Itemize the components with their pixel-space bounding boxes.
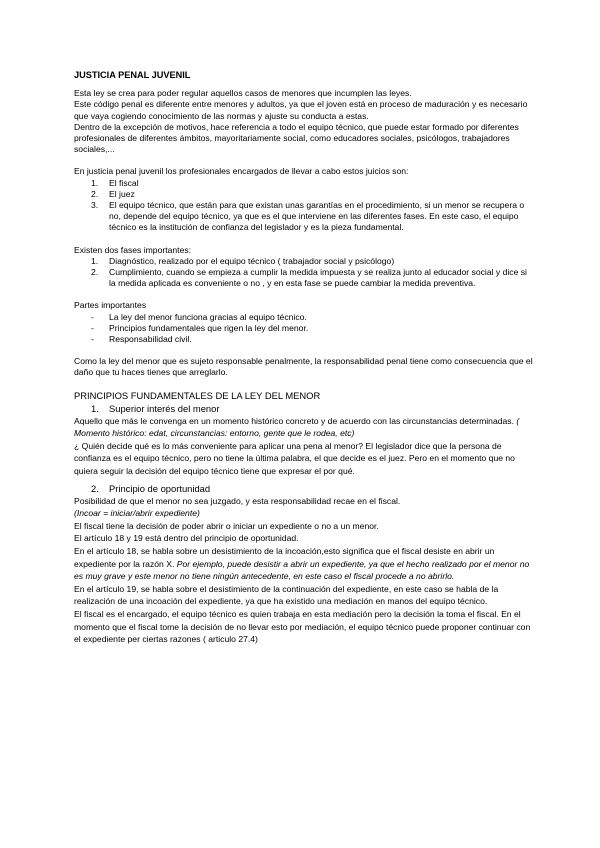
principle-2-paragraph-4: El artículo 18 y 19 está dentro del principio de oportunidad. (74, 533, 299, 544)
list-item-text: Responsabilidad civil. (109, 334, 192, 345)
parts-list (74, 312, 536, 346)
list-item (74, 312, 536, 323)
list-item-text: El fiscal (109, 177, 139, 188)
list-dash: - (91, 322, 94, 333)
list-item-text: Diagnóstico, realizado por el equipo técnico ( trabajador social y psicólogo) (109, 255, 395, 266)
list-item-text: El juez (109, 188, 135, 199)
list-item (74, 189, 536, 200)
list-dash: - (91, 311, 94, 322)
principle-2-article-19: En el artículo 19, se habla sobre el desistimiento de la continuación del expediente, en este caso se habla de la realización de una incoación del expediente, ya que ha existido una mediación en manos del equipo técnico. (74, 583, 499, 607)
list-item-text: Principios fundamentales que rigen la ley del menor. (109, 322, 309, 333)
principle-2-incoar-note: (Incoar = iniciar/abrir expediente) (74, 508, 200, 519)
principle-title: Superior interés del menor (109, 402, 220, 414)
intro-paragraph-2: Este código penal es diferente entre menores y adultos, ya que el joven está en proceso de maduración y es necesario que vaya cogiendo conocimiento de las normas y ajuste su conducta a estas. (74, 99, 528, 121)
article-18-text: En el artículo 18, se habla sobre un desistimiento de la incoación,esto significa que el fiscal desiste en abrir un expediente por la razón X. (74, 546, 495, 569)
principle-2-article-18 (74, 545, 536, 583)
list-item-text: Cumplimiento, cuando se empieza a cumplir la medida impuesta y se realiza junto al educador social y dice si la medida aplicada es conveniente o no , y en esta fase se puede cambiar la medida preventiva. (109, 267, 527, 289)
list-item (74, 256, 536, 267)
responsibility-paragraph: Como la ley del menor que es sujeto responsable penalmente, la responsabilidad penal tiene como consecuencia que el daño que tu haces tienes que arreglarlo. (74, 356, 533, 378)
list-number: 2. (91, 188, 99, 199)
list-item (74, 267, 536, 289)
principle-1-text: Aquello que más le convenga en un momento histórico concreto y de acuerdo con las circunstancias determinadas. (74, 415, 514, 426)
phases-list (74, 256, 536, 290)
principle-number: 1. (91, 402, 99, 414)
list-number: 1. (91, 255, 99, 266)
list-item (74, 200, 536, 234)
list-item (74, 323, 536, 334)
principles-heading: PRINCIPIOS FUNDAMENTALES DE LA LEY DEL MENOR (74, 389, 321, 401)
list-item (74, 334, 536, 345)
document-page (74, 70, 536, 646)
principle-1-definition (74, 415, 536, 440)
principle-1-question: ¿ Quién decide qué es lo más conveniente para aplicar una pena al menor? El legislador dice que la persona de confianza es el equipo técnico, pero no tiene la última palabra, el que decide es el juez. Pero en el momento que no quiera seguir la decisión del equipo técnico tiene que expresar el por qué. (74, 440, 515, 477)
phases-intro: Existen dos fases importantes: (74, 244, 192, 255)
list-number: 2. (91, 267, 99, 278)
list-item (74, 178, 536, 189)
professionals-list (74, 178, 536, 234)
list-item-text: El equipo técnico, que están para que existan unas garantías en el procedimiento, si un menor se recupera o no, depende del equipo técnico, ya que es el que interviene en las diferentes fases. En este caso, el equipo técnico es la institución de confianza del legislador y es la pieza fundamental. (109, 200, 525, 233)
document-title: JUSTICIA PENAL JUVENIL (74, 70, 191, 80)
professionals-intro: En justicia penal juvenil los profesionales encargados de llevar a cabo estos juicios son: (74, 166, 409, 177)
principle-2-paragraph-3: El fiscal tiene la decisión de poder abrir o iniciar un expediente o no a un menor. (74, 520, 379, 531)
list-dash: - (91, 334, 94, 345)
intro-paragraph-1: Esta ley se crea para poder regular aquellos casos de menores que incumplen las leyes. (74, 88, 412, 99)
article-18-example: Por ejemplo, puede desistir a abrir un expediente, ya que el hecho realizado por el menor no es muy grave y este menor no tiene ningún antecedente, en este caso el fiscal procede a no abrirlo. (74, 558, 530, 582)
principle-2-paragraph-1: Posibilidad de que el menor no sea juzgado, y esta responsabilidad recae en el fiscal. (74, 495, 401, 506)
list-number: 3. (91, 200, 99, 211)
intro-paragraph-3: Dentro de la excepción de motivos, hace referencia a todo el equipo técnico, que puede estar formado por diferentes profesionales de diferentes ámbitos, mayoritariamente social, como educadores sociales, psicólogos, trabajadores sociales,... (74, 121, 519, 155)
principle-1-heading (74, 402, 536, 415)
principle-1-note: ( Momento histórico: edat, circunstancias: entorno, gente que le rodea, etc) (74, 415, 520, 439)
principle-2-paragraph-7: El fiscal es el encargado, el equipo técnico es quien trabaja en esta mediación pero la decisión la toma el fiscal. En el momento que el fiscal tome la decisión de no llevar esto por mediación, el equipo técnico puede proponer continuar con el expediente per ciertas razones ( articulo 27.4) (74, 608, 531, 645)
principle-2-heading (74, 482, 536, 495)
list-number: 1. (91, 177, 99, 188)
principle-title: Principio de oportunidad (109, 482, 211, 494)
list-item-text: La ley del menor funciona gracias al equipo técnico. (109, 311, 307, 322)
principle-number: 2. (91, 482, 99, 494)
parts-intro: Partes importantes (74, 300, 147, 311)
